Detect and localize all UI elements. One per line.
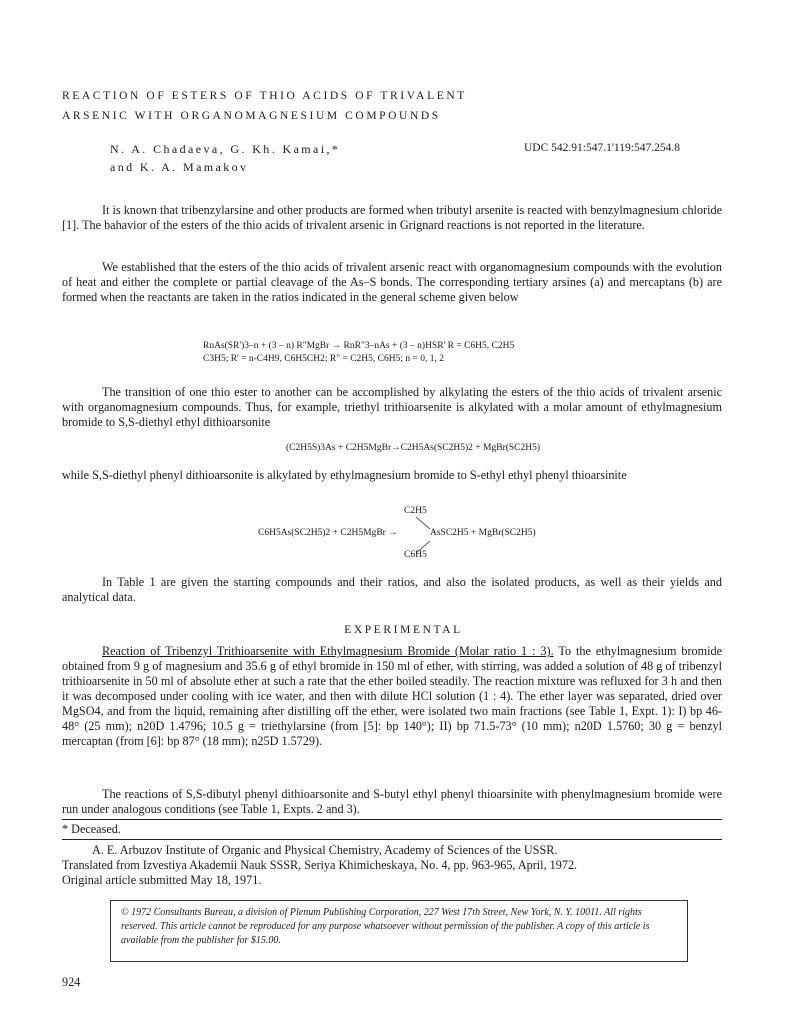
intro-paragraph-2: We established that the esters of the thio acids of trivalent arsenic react with organomagnesium compounds with the evolution of heat and either the complete or partial cleavage of the As–S bonds. The corresponding tertiary arsines (a) and mercaptans (b) are formed when the reactants are taken in the ratios indicated in the general scheme given below <box>62 260 722 304</box>
authors-line-1: N. A. Chadaeva, G. Kh. Kamai,* <box>110 142 341 156</box>
eq2-bottom-group: C6H5 <box>404 550 427 560</box>
experiment-procedure-text: To the ethylmagnesium bromide obtained from 9 g of magnesium and 35.6 g of ethyl bromide in 150 ml of ether, with stirring, was added a solution of 48 g of tribenzyl trithioarsenite in 50 ml of absolute ether at such a rate that the ether boiled steadily. The reaction mixture was refluxed for 3 h and then it was decomposed under cooling with ice water, and then with dilute HCl solution (1 : 4). The ether layer was separated, dried over MgSO4, and from the liquid, remaining after distilling off the ether, were isolated two main fractions (see Table 1, Expt. 1): I) bp 46-48° (25 mm); n20D 1.4796; 10.5 g = triethylarsine (from [5]: bp 140°); II) bp 71.5-73° (10 mm); n20D 1.5760; 30 g = benzyl mercaptan (from [6]: bp 87° (18 mm); n25D 1.5729). <box>62 644 722 748</box>
table-reference-paragraph: In Table 1 are given the starting compounds and their ratios, and also the isolated products, as well as their yields and analytical data. <box>62 575 722 604</box>
author-list <box>110 140 340 176</box>
footnote-divider <box>62 819 722 820</box>
udc-code: UDC 542.91:547.1'119:547.254.8 <box>524 142 680 154</box>
equation-2 <box>254 505 574 565</box>
affiliation-line-2: Translated from Izvestiya Akademii Nauk SSSR, Seriya Khimicheskaya, No. 4, pp. 963-965, April, 1972. <box>62 858 578 872</box>
eq2-bond-lines <box>414 515 434 555</box>
section-heading-experimental: EXPERIMENTAL <box>344 624 463 636</box>
transition-paragraph: The transition of one thio ester to another can be accomplished by alkylating the esters of the thio acids of trivalent arsenic with organomagnesium compounds. Thus, for example, triethyl trithioarsenite is alkylated with a molar amount of ethylmagnesium bromide to S,S-diethyl ethyl dithioarsonite <box>62 385 722 429</box>
affiliation-line-3: Original article submitted May 18, 1971. <box>62 873 262 887</box>
eq2-top-group: C2H5 <box>404 506 427 516</box>
eq2-left-side: C6H5As(SC2H5)2 + C2H5MgBr → <box>258 528 398 538</box>
scheme-line-2: C3H5; R' = n-C4H9, C6H5CH2; R" = C2H5, C6H5; n = 0, 1, 2 <box>203 354 444 364</box>
equation-1: (C2H5S)3As + C2H5MgBr→C2H5As(SC2H5)2 + MgBr(SC2H5) <box>286 443 541 453</box>
affiliation-line-1: A. E. Arbuzov Institute of Organic and Physical Chemistry, Academy of Sciences of the USSR. <box>92 843 558 857</box>
experimental-paragraph-1 <box>62 644 722 749</box>
affiliation-divider <box>62 839 722 840</box>
article-title <box>62 86 467 126</box>
copyright-notice: © 1972 Consultants Bureau, a division of Plenum Publishing Corporation, 227 West 17th Street, New York, N. Y. 10011. All rights reserved. This article cannot be reproduced for any purpose whatsoever without permission of the publisher. A copy of this article is available from the publisher for $15.00. <box>110 900 688 962</box>
title-line-2: ARSENIC WITH ORGANOMAGNESIUM COMPOUNDS <box>62 110 441 122</box>
authors-line-2: and K. A. Mamakov <box>110 160 249 174</box>
general-scheme <box>203 340 514 366</box>
title-line-1: REACTION OF ESTERS OF THIO ACIDS OF TRIVALENT <box>62 90 467 102</box>
page-number: 924 <box>62 975 81 989</box>
intro-paragraph-1: It is known that tribenzylarsine and other products are formed when tributyl arsenite is reacted with benzylmagnesium chloride [1]. The bahavior of the esters of the thio acids of trivalent arsenic in Grignard reactions is not reported in the literature. <box>62 203 722 232</box>
alkylation-paragraph: while S,S-diethyl phenyl dithioarsonite is alkylated by ethylmagnesium bromide to S-ethyl ethyl phenyl thioarsinite <box>62 468 627 482</box>
experiment-subheading: Reaction of Tribenzyl Trithioarsenite with Ethylmagnesium Bromide (Molar ratio 1 : 3). <box>102 644 554 658</box>
eq2-right-side: AsSC2H5 + MgBr(SC2H5) <box>430 528 536 538</box>
footnote-deceased: * Deceased. <box>62 822 121 836</box>
experimental-paragraph-2: The reactions of S,S-dibutyl phenyl dithioarsonite and S-butyl ethyl phenyl thioarsinite with phenylmagnesium bromide were run under analogous conditions (see Table 1, Expts. 2 and 3). <box>62 787 722 816</box>
affiliation-block <box>62 843 742 888</box>
scheme-line-1: RnAs(SR')3–n + (3 – n) R"MgBr → RnR"3–nAs + (3 – n)HSR' R = C6H5, C2H5 <box>203 341 515 351</box>
